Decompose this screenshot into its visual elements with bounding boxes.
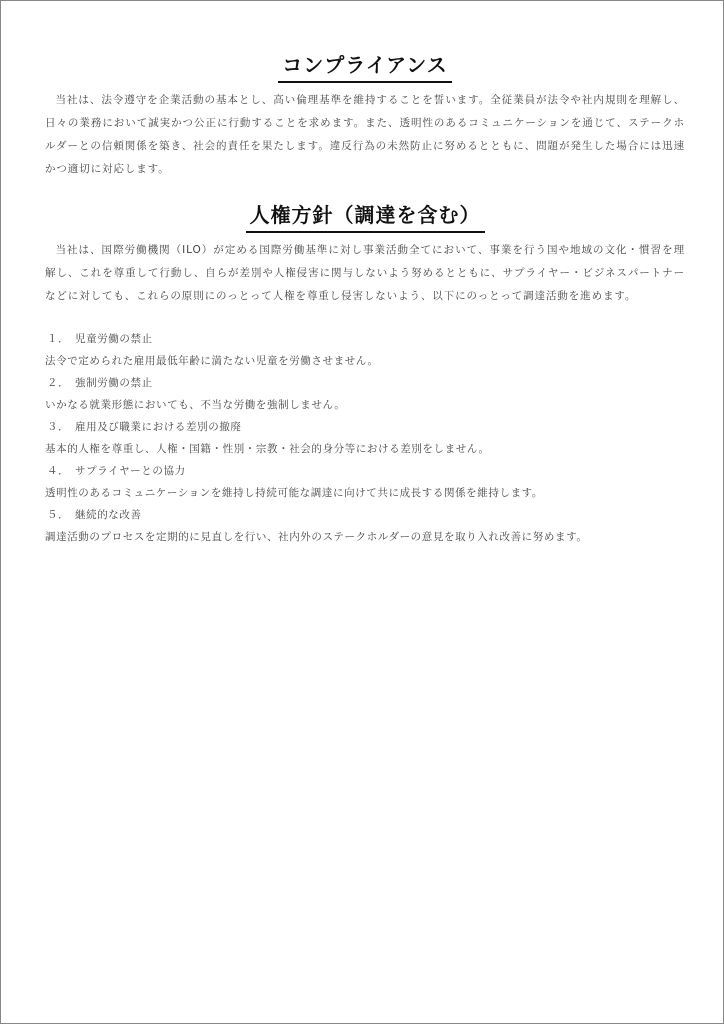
human-rights-heading: 人権方針（調達を含む） — [246, 201, 485, 233]
list-item-number: １． — [47, 333, 70, 345]
list-item-number: ３． — [47, 421, 70, 433]
list-item — [45, 460, 685, 504]
compliance-heading-wrap — [45, 51, 685, 83]
policy-list — [45, 328, 685, 548]
compliance-body: 当社は、法令遵守を企業活動の基本とし、高い倫理基準を維持することを誓います。全従業員が法令や社内規則を理解し、日々の業務において誠実かつ公正に行動することを求めます。また、透明性のあるコミュニケーションを通じて、ステークホルダーとの信頼関係を築き、社会的責任を果たします。違反行為の未然防止に努めるとともに、問題が発生した場合には迅速かつ適切に対応します。 — [45, 94, 685, 175]
list-item-title — [45, 416, 685, 438]
compliance-heading: コンプライアンス — [278, 51, 451, 83]
list-item-desc: 基本的人権を尊重し、人権・国籍・性別・宗教・社会的身分等における差別をしません。 — [45, 443, 490, 455]
list-item-desc: 法令で定められた雇用最低年齢に満たない児童を労働させません。 — [45, 355, 379, 367]
list-item-title-text: 雇用及び職業における差別の撤廃 — [75, 421, 242, 433]
list-item-number: ５． — [47, 509, 70, 521]
list-item-desc: 調達活動のプロセスを定期的に見直しを行い、社内外のステークホルダーの意見を取り入れ改善に努めます。 — [45, 531, 588, 543]
list-item — [45, 416, 685, 460]
list-item-title-text: 継続的な改善 — [75, 509, 142, 521]
list-item — [45, 504, 685, 548]
list-item — [45, 328, 685, 372]
list-item-title — [45, 460, 685, 482]
list-item-desc: 透明性のあるコミュニケーションを維持し持続可能な調達に向けて共に成長する関係を維持します。 — [45, 487, 544, 499]
list-item-desc: いかなる就業形態においても、不当な労働を強制しません。 — [45, 399, 346, 411]
list-item-number: ２． — [47, 377, 70, 389]
list-item-title-text: 強制労働の禁止 — [75, 377, 153, 389]
human-rights-heading-wrap — [45, 201, 685, 233]
list-item-title — [45, 372, 685, 394]
document-content — [45, 51, 685, 548]
list-item-title-text: 児童労働の禁止 — [75, 333, 153, 345]
list-item-number: ４． — [47, 465, 70, 477]
human-rights-body: 当社は、国際労働機関（ILO）が定める国際労働基準に対し事業活動全てにおいて、事業を行う国や地域の文化・慣習を理解し、これを尊重して行動し、自らが差別や人権侵害に関与しないよう努めるとともに、サプライヤー・ビジネスパートナーなどに対しても、これらの原則にのっとって人権を尊重し侵害しないよう、以下にのっとって調達活動を進めます。 — [45, 244, 685, 302]
list-item-title — [45, 504, 685, 526]
list-item-title-text: サプライヤーとの協力 — [75, 465, 186, 477]
list-item — [45, 372, 685, 416]
list-item-title — [45, 328, 685, 350]
